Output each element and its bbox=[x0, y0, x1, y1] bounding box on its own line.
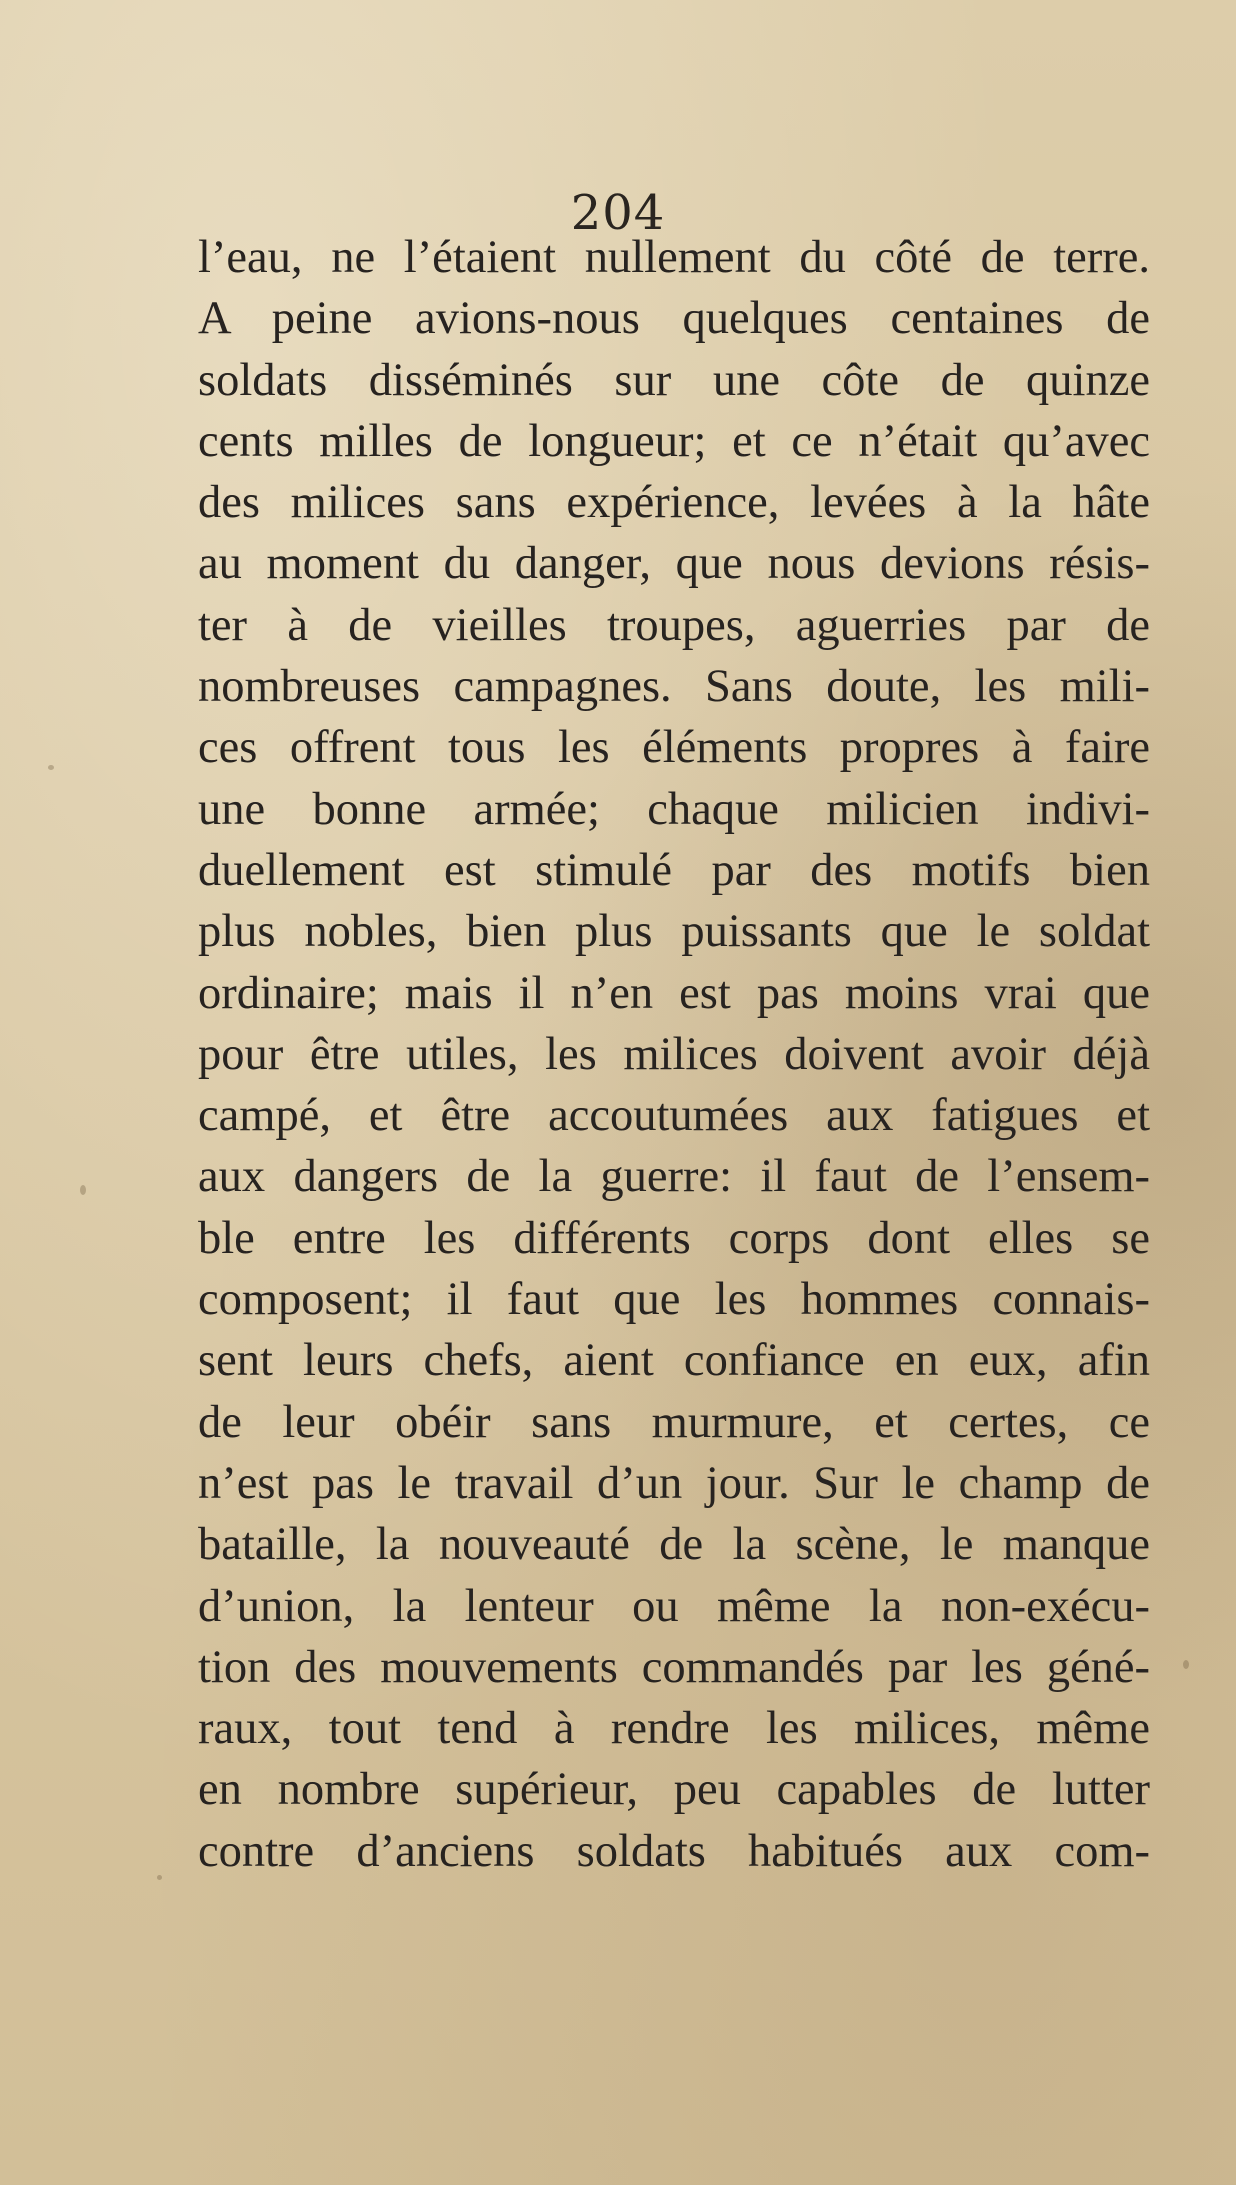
text-line: en nombre supérieur, peu capables de lutter bbox=[198, 1764, 1150, 1816]
text-line: tion des mouvements commandés par les géné- bbox=[198, 1641, 1150, 1693]
text-line: des milices sans expérience, levées à la hâte bbox=[198, 477, 1150, 529]
text-line: aux dangers de la guerre: il faut de l’ensem- bbox=[198, 1151, 1150, 1203]
text-line: au moment du danger, que nous devions résis- bbox=[198, 538, 1150, 590]
ink-speck bbox=[80, 1185, 86, 1195]
ink-speck bbox=[1183, 1660, 1189, 1669]
text-line: de leur obéir sans murmure, et certes, ce bbox=[198, 1396, 1150, 1448]
text-line: contre d’anciens soldats habitués aux com- bbox=[198, 1825, 1150, 1877]
text-line: ter à de vieilles troupes, aguerries par de bbox=[198, 599, 1150, 651]
text-line: sent leurs chefs, aient confiance en eux, afin bbox=[198, 1335, 1150, 1387]
page-number: 204 bbox=[570, 185, 666, 241]
text-line: duellement est stimulé par des motifs bien bbox=[198, 844, 1150, 896]
ink-speck bbox=[157, 1875, 162, 1880]
text-line: raux, tout tend à rendre les milices, même bbox=[198, 1703, 1150, 1755]
ink-speck bbox=[48, 765, 54, 770]
text-line: campé, et être accoutumées aux fatigues et bbox=[198, 1090, 1150, 1142]
text-line: nombreuses campagnes. Sans doute, les mili- bbox=[198, 661, 1150, 713]
text-line: ble entre les différents corps dont elles se bbox=[198, 1212, 1150, 1264]
text-line: n’est pas le travail d’un jour. Sur le champ de bbox=[198, 1457, 1150, 1509]
text-line: d’union, la lenteur ou même la non-exécu- bbox=[198, 1580, 1150, 1632]
body-text bbox=[198, 227, 1150, 1882]
text-line: bataille, la nouveauté de la scène, le manque bbox=[198, 1519, 1150, 1571]
text-line: une bonne armée; chaque milicien indivi- bbox=[198, 783, 1150, 835]
text-line: cents milles de longueur; et ce n’était qu’avec bbox=[198, 415, 1150, 467]
text-line: ces offrent tous les éléments propres à faire bbox=[198, 722, 1150, 774]
text-line: plus nobles, bien plus puissants que le soldat bbox=[198, 906, 1150, 958]
text-line: pour être utiles, les milices doivent avoir déjà bbox=[198, 1028, 1150, 1080]
text-line: ordinaire; mais il n’en est pas moins vrai que bbox=[198, 967, 1150, 1019]
text-line: composent; il faut que les hommes connais- bbox=[198, 1274, 1150, 1326]
text-line: l’eau, ne l’étaient nullement du côté de terre. bbox=[198, 232, 1150, 283]
text-line: soldats disséminés sur une côte de quinze bbox=[198, 354, 1150, 406]
text-line: A peine avions-nous quelques centaines de bbox=[198, 293, 1150, 345]
